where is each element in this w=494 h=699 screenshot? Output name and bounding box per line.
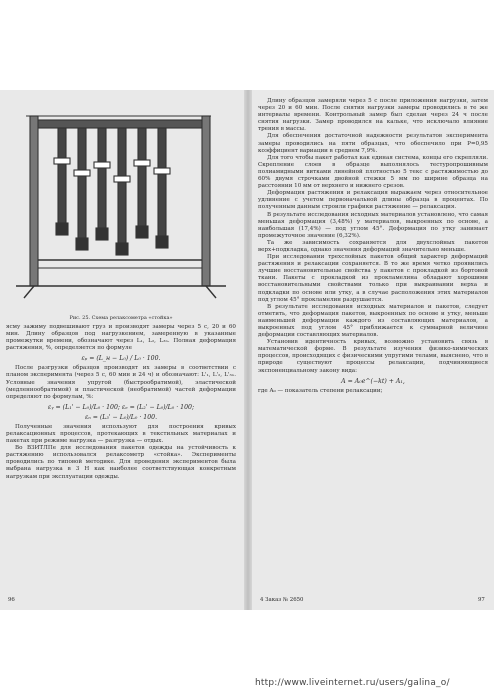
right-paragraph-3: Для того чтобы пакет работал как единая система, концы его скрепляли. Скрепление слоев в образце выполнялось тестуропрошивным полиамидными витками линейной плотностью 5 текс с растяжимостью до 60% двумя строчками двойной стежки 5 мм по ширине образца на расстоянии 10 мм от верхнего и нижнего срезов.	[258, 154, 488, 190]
right-paragraph-8: В результате исследования исходных материалов и пакетов, следует отметить, что деформация пакетов, выкроенных по основе и утку, меньше наименьшей деформации каждого из составляющих материалов, а выкроенных под углом 45° приближается к суммарной величине деформации составляющих материалов.	[258, 303, 488, 339]
relaxometer-figure	[6, 98, 236, 308]
right-page	[258, 98, 488, 395]
gutter-shadow	[244, 90, 252, 610]
right-paragraph-7: При исследовании трехслойных пакетов общий характер деформаций растяжения и релаксации сохраняется. В то же время четко проявились лучшие восстановительные свойства у пакетов с прокладкой из бортовой ткани. Пакеты с прокладкой из прокламелина обладают хорошими восстановительными свойствами только при выкраивании верха и подкладки по основе или утку, а в случае расположения этих материалов под углом 45° прокламелин разрушается.	[258, 254, 488, 303]
figure-caption: Рис. 25. Схема релаксометра «стойка»	[69, 315, 173, 321]
left-page-number: 96	[8, 597, 15, 603]
left-paragraph-3: Полученные значения используют для построения кривых релаксационных процессов, протекающих в текстильных материалах и пакетах при режиме нагрузка — разгрузка — отдых.	[6, 423, 236, 445]
right-paragraph-2: Для обеспечения достаточной надежности результатов эксперимента замеры проводились на пяти образцах, что обеспечило при P=0,95 коэффициент вариации в среднем 7,9%.	[258, 133, 488, 154]
right-paragraph-9: Установив идентичность кривых, возможно установить связь в математической форме. В результате изучения физико-химических процессов, происходящих с физическими упругими телами, выяснено, что в природе существуют процессы релаксации, подчиняющиеся экспоненциальному закону вида:	[258, 339, 488, 374]
right-footer-order: 4 Заказ № 2650	[260, 597, 304, 603]
left-paragraph-2: После разгрузки образцов производят их замеры в соответствии с планом эксперимента (через 5 с, 60 мин и 24 ч) и обозначают: L'₁, L'₂, L'₃ₙ. Условные значения упругой (быстрообратимой), эластической (медленнообратимой) и пластической (необратимой) частей деформации определяют по формулам, %:	[6, 365, 236, 400]
right-paragraph-5: В результате исследования исходных материалов установлено, что самая меньшая деформация (3,48%) у материалов, выкроенных по основе, а наибольшая (17,4%) — под углом 45°. Деформация по утку занимает промежуточное значение (6,32%).	[258, 211, 488, 239]
left-page	[6, 98, 236, 481]
right-page-number: 97	[478, 597, 485, 603]
right-paragraph-6: Та же зависимость сохраняется для двухслойных пакетов верх+подкладка, однако значения деформаций значительно меньше.	[258, 239, 488, 253]
formula-total-deformation: εₚ = (L_н − L₀) / L₀ · 100.	[81, 355, 161, 363]
right-paragraph-10: где A₀ — показатель степени релаксации;	[258, 387, 383, 394]
source-url: http://www.liveinternet.ru/users/galina_o/	[255, 678, 450, 688]
left-paragraph-4: Во ВЗИТЛПе для исследования пакетов одежды на устойчивость к растяжению использовался релаксометр «стойка». Эксперименты проводились по типовой методике. Для проведения экспериментов была выбрана нагрузка в 3 Н как наиболее соответствующая конкретным нагрузкам при эксплуатации одежды.	[6, 445, 236, 480]
right-paragraph-1: Длину образцов замеряли через 5 с после приложения нагрузки, затем через 20 и 60 мин. После снятия нагрузки замеры проводились в те же интервалы времени. Контрольный замер был сделан через 24 ч после снятия нагрузки. Замер проводился на кальке, что исключало влияние трения в массы.	[258, 98, 488, 133]
formula-exponential-law: A = A₀e^(−kt) + A₁,	[341, 377, 405, 385]
formula-elastic-deformation: εᵧ = (L₁' − L₀)/L₀ · 100; εₑ = (L₂' − L₀)/L₀ · 100;	[47, 403, 195, 411]
formula-plastic-deformation: εₙ = (L₃' − L₀)/L₀ · 100.	[84, 413, 158, 421]
left-paragraph-1: ясму зажиму подвешивают груз и производят замеры через 5 с, 20 и 60 мин. Длину образцов под нагрузкением, замеренную в указанные промежутки времени, обозначают через L₁, L₂, L₃ₙ. Полная деформация растяжения, %, определяется по формуле	[6, 324, 236, 352]
right-paragraph-4: Деформация растяжения и релаксация выражаем через относительное удлинение с учетом первоначальной длины образца в процентах. По полученным данным строили графики растяжение — релаксация.	[258, 190, 488, 211]
